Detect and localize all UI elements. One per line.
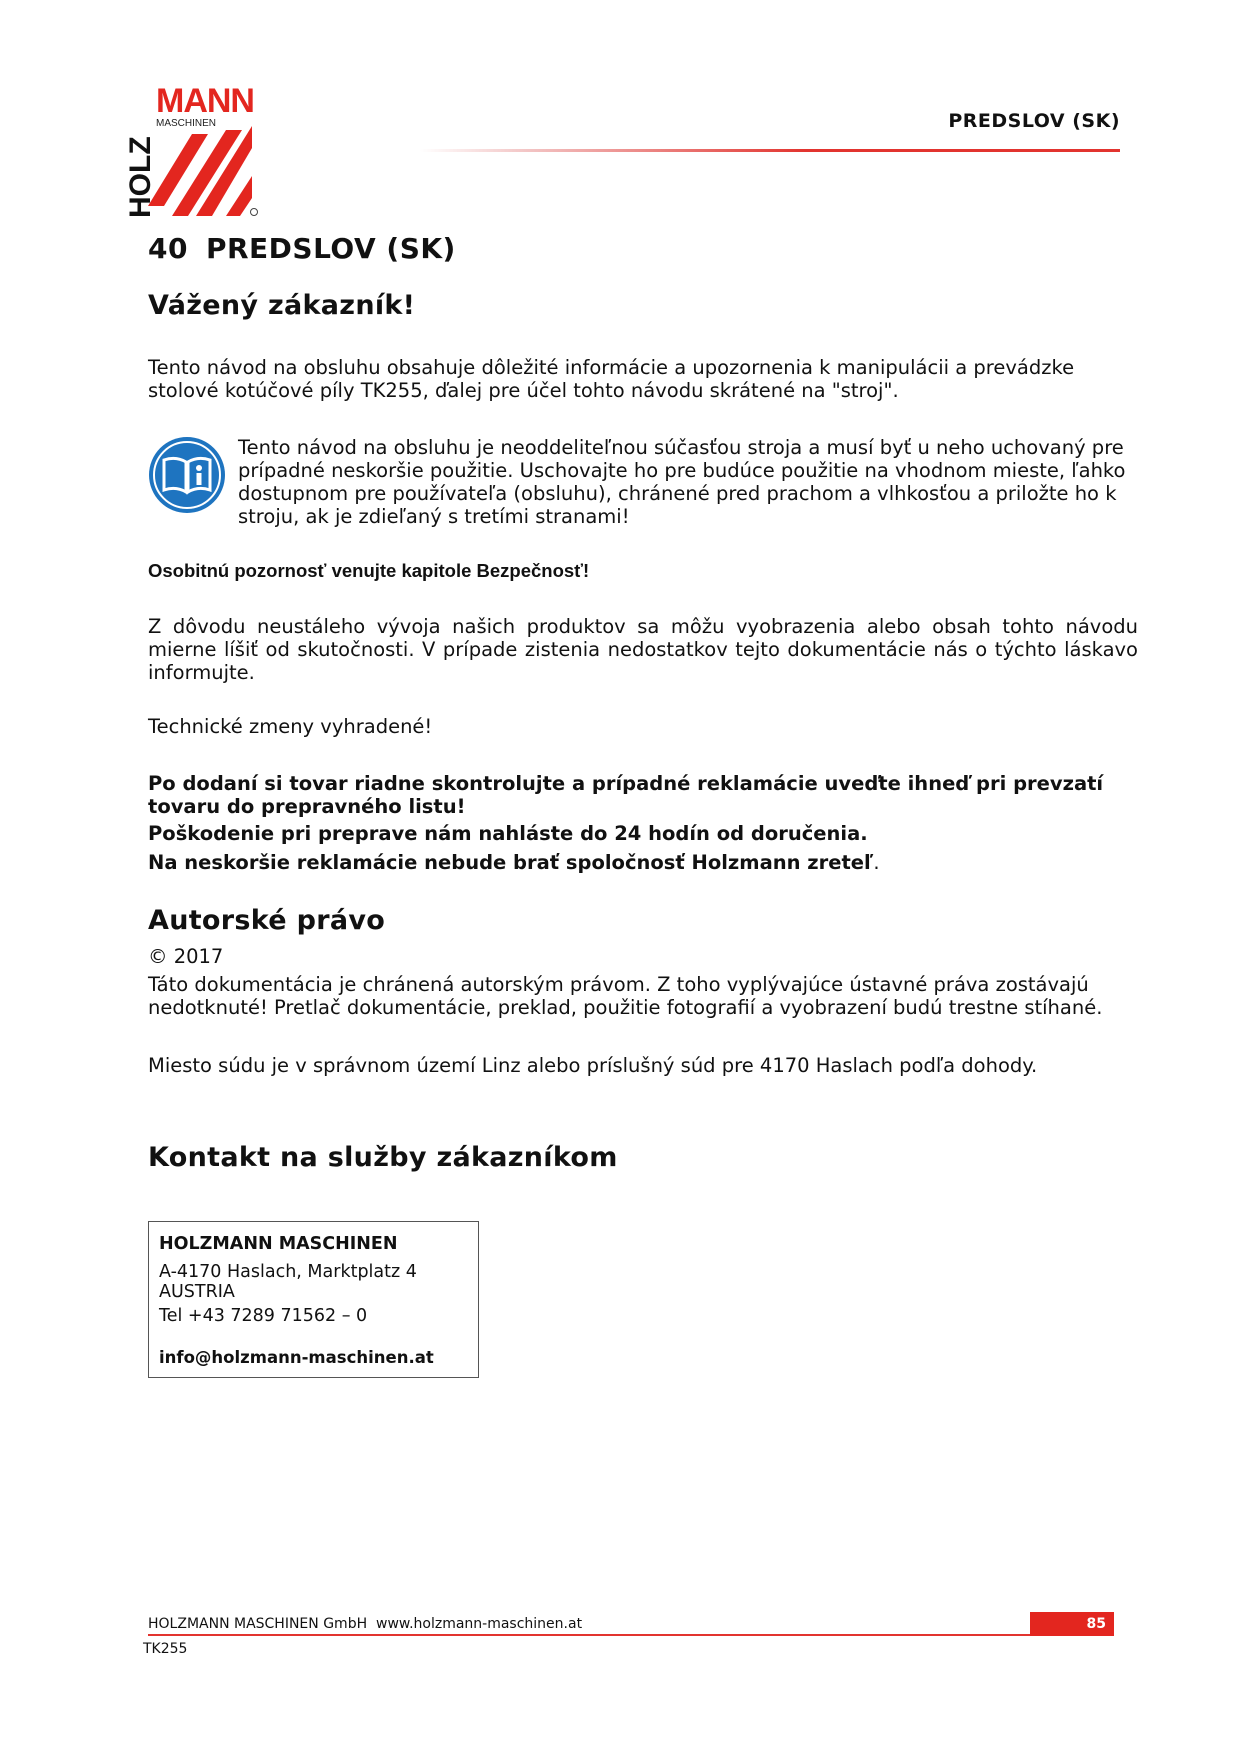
section-title-text: PREDSLOV (SK) <box>205 232 456 265</box>
footer-divider <box>148 1634 1114 1636</box>
contact-heading: Kontakt na služby zákazníkom <box>148 1142 618 1173</box>
late-complaints-period: . <box>873 851 880 874</box>
tech-changes-note: Technické zmeny vyhradené! <box>148 715 433 738</box>
copyright-paragraph: Táto dokumentácia je chránená autorským právom. Z toho vyplývajúce ústavné práva zostávajú nedotknuté! Pretlač dokumentácie, preklad, použitie fotografií a vyobrazení budú trestne stíhané. <box>148 973 1103 1019</box>
footer-company: HOLZMANN MASCHINEN GmbH <box>148 1616 368 1632</box>
jurisdiction-paragraph: Miesto súdu je v správnom území Linz alebo príslušný súd pre 4170 Haslach podľa dohody. <box>148 1054 1038 1077</box>
page-number-badge: 85 <box>1030 1612 1114 1636</box>
safety-attention-note: Osobitnú pozornosť venujte kapitole Bezpečnosť! <box>148 560 590 581</box>
contact-company: HOLZMANN MASCHINEN <box>159 1234 398 1254</box>
development-paragraph: Z dôvodu neustáleho vývoja našich produktov sa môžu vyobrazenia alebo obsah tohto návodu mierne líšiť od skutočnosti. V prípade zistenia nedostatkov tejto dokumentácie nás o týchto láskavo informujte. <box>148 615 1138 684</box>
delivery-check-note: Po dodaní si tovar riadne skontrolujte a prípadné reklamácie uveďte ihneď pri prevzatí tovaru do prepravného listu! <box>148 772 1104 818</box>
greeting-heading: Vážený zákazník! <box>148 290 416 321</box>
logo-brand-text: MANN <box>156 82 254 120</box>
section-title <box>148 232 456 265</box>
info-note: Tento návod na obsluhu je neoddeliteľnou súčasťou stroja a musí byť u neho uchovaný pre prípadné neskoršie použitie. Uschovajte ho pre budúce použitie na vhodnom mieste, ľahko dostupnom pre používateľa (obsluhu), chránené pred prachom a vlhkosťou a priložte ho k stroju, ak je zdieľaný s tretími stranami! <box>238 436 1126 528</box>
copyright-year: © 2017 <box>148 945 224 968</box>
intro-paragraph: Tento návod na obsluhu obsahuje dôležité informácie a upozornenia k manipulácii a prevádzke stolové kotúčové píly TK255, ďalej pre účel tohto návodu skrátené na "stroj". <box>148 356 1075 402</box>
contact-box <box>148 1221 479 1378</box>
footer-model: TK255 <box>143 1641 188 1657</box>
section-number: 40 <box>148 232 188 265</box>
transport-damage-note: Poškodenie pri preprave nám nahláste do 24 hodín od doručenia. <box>148 822 868 845</box>
contact-phone: Tel +43 7289 71562 – 0 <box>159 1306 368 1326</box>
contact-email-link[interactable]: info@holzmann-maschinen.at <box>159 1348 434 1367</box>
copyright-heading: Autorské právo <box>148 905 386 936</box>
manual-info-icon <box>148 436 226 514</box>
header-title: PREDSLOV (SK) <box>948 110 1120 132</box>
contact-country: AUSTRIA <box>159 1282 235 1302</box>
holzmann-logo <box>124 82 274 226</box>
header-divider <box>420 149 1120 152</box>
contact-address: A-4170 Haslach, Marktplatz 4 <box>159 1262 417 1282</box>
logo-sub-text: MASCHINEN <box>156 118 217 129</box>
late-complaints-text: Na neskoršie reklamácie nebude brať spoločnosť Holzmann zreteľ <box>148 851 874 874</box>
footer-website-link[interactable]: www.holzmann-maschinen.at <box>376 1616 583 1632</box>
logo-holz-text: HOLZ <box>124 136 157 218</box>
late-complaints-note <box>148 851 1138 874</box>
